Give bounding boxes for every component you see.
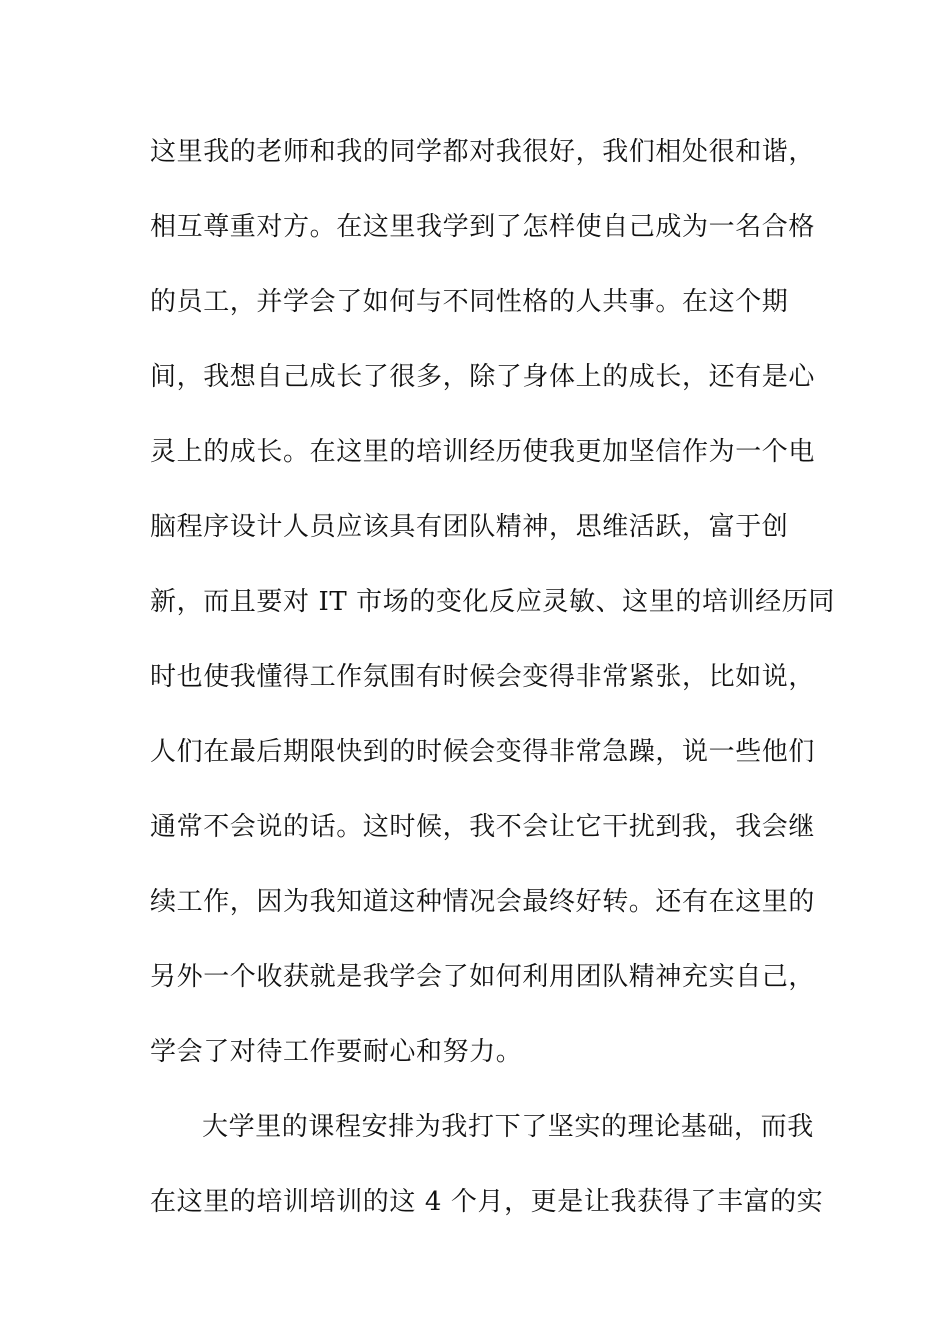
text-line: 相互尊重对方。在这里我学到了怎样使自己成为一名合格: [150, 212, 816, 242]
paragraph-start-line: 大学里的课程安排为我打下了坚实的理论基础，而我: [202, 1112, 814, 1142]
text-line: 新，而且要对 IT 市场的变化反应灵敏、这里的培训经历同: [150, 587, 835, 617]
text-line: 这里我的老师和我的同学都对我很好，我们相处很和谐，: [150, 137, 816, 167]
body-text: [150, 130, 835, 1255]
text-line: 脑程序设计人员应该具有团队精神，思维活跃，富于创: [150, 512, 789, 542]
text-line: 在这里的培训培训的这 4 个月，更是让我获得了丰富的实: [150, 1187, 824, 1217]
text-line: 续工作，因为我知道这种情况会最终好转。还有在这里的: [150, 887, 816, 917]
text-line: 灵上的成长。在这里的培训经历使我更加坚信作为一个电: [150, 437, 816, 467]
text-line: 间，我想自己成长了很多，除了身体上的成长，还有是心: [150, 362, 816, 392]
text-line: 人们在最后期限快到的时候会变得非常急躁，说一些他们: [150, 737, 816, 767]
text-line: 的员工，并学会了如何与不同性格的人共事。在这个期: [150, 287, 789, 317]
text-line: 通常不会说的话。这时候，我不会让它干扰到我，我会继: [150, 812, 816, 842]
text-line: 学会了对待工作要耐心和努力。: [150, 1037, 523, 1067]
text-line: 时也使我懂得工作氛围有时候会变得非常紧张，比如说，: [150, 662, 816, 692]
text-line: 另外一个收获就是我学会了如何利用团队精神充实自己，: [150, 962, 816, 992]
